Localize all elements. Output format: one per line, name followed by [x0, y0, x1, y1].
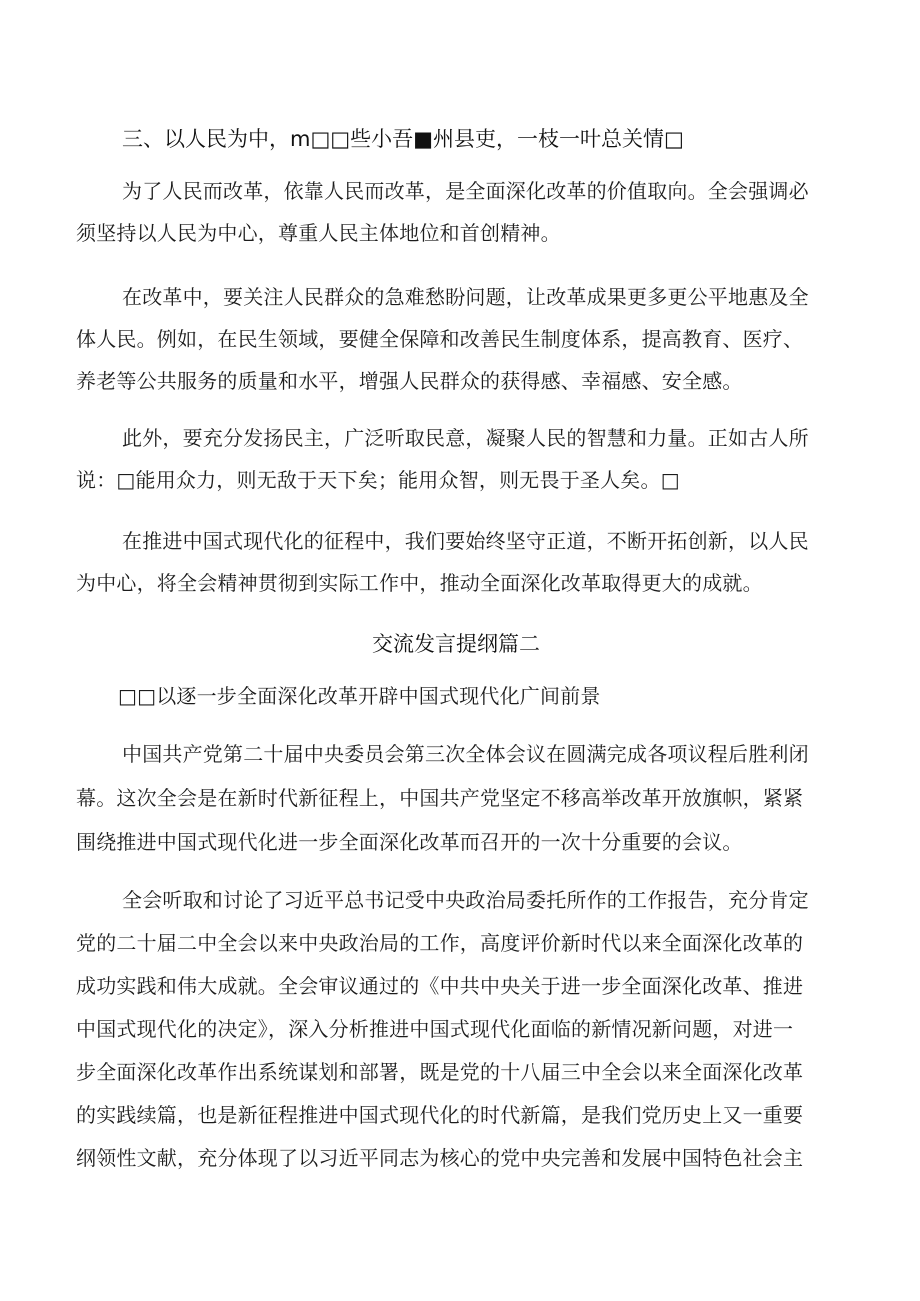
paragraph-3-line-2: 说：□能用众力，则无敌于天下矣；能用众智，则无畏于圣人矣。□ [76, 468, 680, 492]
part-heading: 交流发言提纲篇二 [372, 632, 540, 656]
paragraph-6-line-4: 中国式现代化的决定》，深入分析推进中国式现代化面临的新情况新问题，对进一 [76, 1017, 794, 1041]
paragraph-5-line-1: 中国共产党第二十届中央委员会第三次全体会议在圆满完成各项议程后胜利闭 [122, 742, 809, 766]
paragraph-4-line-1: 在推进中国式现代化的征程中，我们要始终坚守正道，不断开拓创新，以人民 [122, 529, 809, 553]
paragraph-2-line-1: 在改革中，要关注人民群众的急难愁盼问题，让改革成果更多更公平地惠及全 [122, 285, 809, 309]
sub-heading: □□以逐一步全面深化改革开辟中国式现代化广间前景 [118, 684, 601, 708]
paragraph-6-line-5: 步全面深化改革作出系统谋划和部署，既是党的十八届三中全会以来全面深化改革 [76, 1060, 804, 1084]
paragraph-2-line-3: 养老等公共服务的质量和水平，增强人民群众的获得感、幸福感、安全感。 [76, 369, 743, 393]
paragraph-6-line-2: 党的二十届二中全会以来中央政治局的工作，高度评价新时代以来全面深化改革的 [76, 931, 804, 955]
paragraph-4-line-2: 为中心，将全会精神贯彻到实际工作中，推动全面深化改革取得更大的成就。 [76, 571, 763, 595]
paragraph-3-line-1: 此外，要充分发扬民主，广泛听取民意，凝聚人民的智慧和力量。正如古人所 [122, 426, 809, 450]
section-heading: 三、以人民为中，m□□些小吾■州县吏，一枝一叶总关情□ [122, 127, 684, 151]
paragraph-1-line-1: 为了人民而改革，依靠人民而改革，是全面深化改革的价值取向。全会强调必 [122, 179, 809, 203]
paragraph-6-line-1: 全会听取和讨论了习近平总书记受中央政治局委托所作的工作报告，充分肯定 [122, 888, 809, 912]
paragraph-2-line-2: 体人民。例如，在民生领域，要健全保障和改善民生制度体系，提高教育、医疗、 [76, 327, 804, 351]
paragraph-5-line-2: 幕。这次全会是在新时代新征程上，中国共产党坚定不移高举改革开放旗帜，紧紧 [76, 786, 804, 810]
paragraph-6-line-7: 纲领性文献，充分体现了以习近平同志为核心的党中央完善和发展中国特色社会主 [76, 1146, 804, 1170]
paragraph-6-line-3: 成功实践和伟大成就。全会审议通过的《中共中央关于进一步全面深化改革、推进 [76, 974, 804, 998]
paragraph-1-line-2: 须坚持以人民为中心，尊重人民主体地位和首创精神。 [76, 221, 561, 245]
paragraph-6-line-6: 的实践续篇，也是新征程推进中国式现代化的时代新篇，是我们党历史上又一重要 [76, 1103, 804, 1127]
paragraph-5-line-3: 围绕推进中国式现代化进一步全面深化改革而召开的一次十分重要的会议。 [76, 830, 743, 854]
